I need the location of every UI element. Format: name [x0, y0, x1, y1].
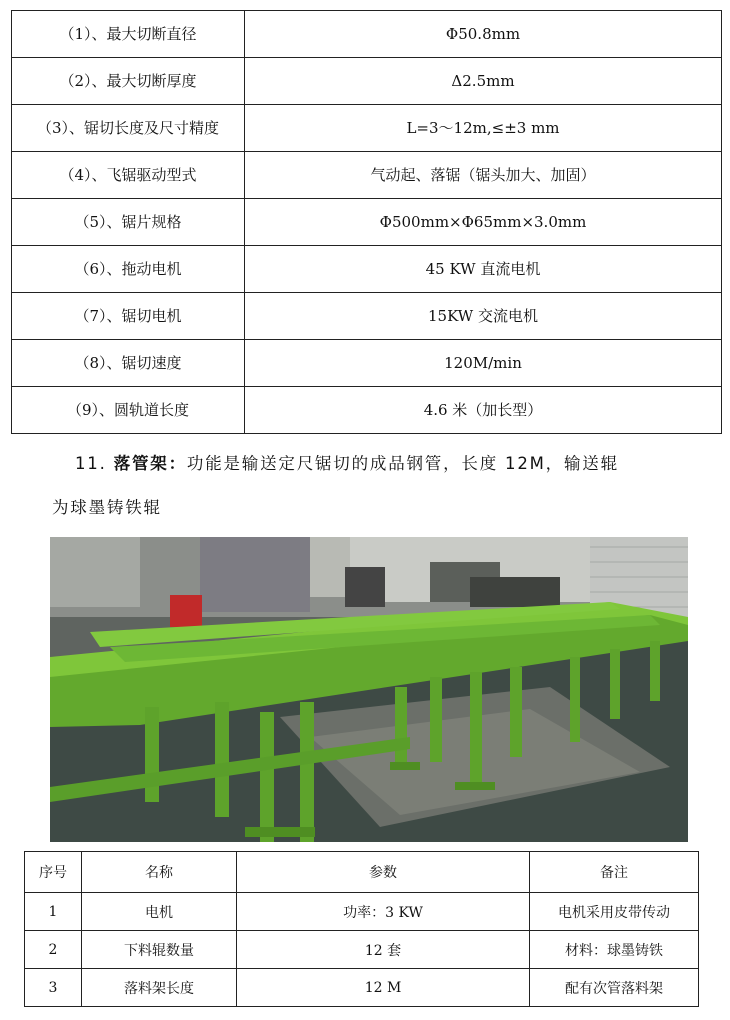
table-cell: 2 [25, 931, 82, 969]
section-title: 落管架： [113, 454, 187, 473]
table-cell: 电机采用皮带传动 [530, 893, 699, 931]
table-cell: 12 M [237, 969, 530, 1007]
section-text-line2: 为球墨铸铁辊 [52, 498, 162, 517]
table-cell: 落料架长度 [82, 969, 237, 1007]
table-row [12, 340, 722, 387]
spec-value: 15KW 交流电机 [245, 293, 722, 340]
spec-item: （6）、拖动电机 [12, 246, 245, 293]
table-header-row [25, 852, 699, 893]
table-cell: 电机 [82, 893, 237, 931]
spec-value: 气动起、落锯（锯头加大、加固） [245, 152, 722, 199]
spec-value: L=3～12m,≤±3 mm [245, 105, 722, 152]
spec-item: （5）、锯片规格 [12, 199, 245, 246]
spec-table [11, 10, 722, 434]
table-cell: 功率：3 KW [237, 893, 530, 931]
table-cell: 3 [25, 969, 82, 1007]
table-row [25, 969, 699, 1007]
table-cell: 材料：球墨铸铁 [530, 931, 699, 969]
table-row [12, 199, 722, 246]
table-row [12, 105, 722, 152]
table-cell: 配有次管落料架 [530, 969, 699, 1007]
column-header: 名称 [82, 852, 237, 893]
table-row [12, 11, 722, 58]
column-header: 备注 [530, 852, 699, 893]
pipe-rack-photo [50, 537, 688, 842]
table-row [12, 293, 722, 340]
parameter-table [24, 851, 699, 1007]
column-header: 序号 [25, 852, 82, 893]
spec-value: Φ50.8mm [245, 11, 722, 58]
table-row [12, 246, 722, 293]
section-text-line1: 功能是输送定尺锯切的成品钢管，长度 12M，输送辊 [186, 454, 619, 473]
spec-value: 4.6 米（加长型） [245, 387, 722, 434]
spec-item: （2）、最大切断厚度 [12, 58, 245, 105]
table-row [12, 152, 722, 199]
section-heading [75, 450, 619, 474]
spec-item: （7）、锯切电机 [12, 293, 245, 340]
spec-value: Φ500mm×Φ65mm×3.0mm [245, 199, 722, 246]
spec-value: Δ2.5mm [245, 58, 722, 105]
table-cell: 下料辊数量 [82, 931, 237, 969]
table-row [25, 931, 699, 969]
spec-value: 45 KW 直流电机 [245, 246, 722, 293]
spec-item: （1）、最大切断直径 [12, 11, 245, 58]
table-cell: 12 套 [237, 931, 530, 969]
table-row [25, 893, 699, 931]
table-row [12, 58, 722, 105]
spec-item: （8）、锯切速度 [12, 340, 245, 387]
spec-item: （4）、飞锯驱动型式 [12, 152, 245, 199]
section-number: 11. [75, 454, 107, 473]
column-header: 参数 [237, 852, 530, 893]
spec-item: （3）、锯切长度及尺寸精度 [12, 105, 245, 152]
spec-item: （9）、圆轨道长度 [12, 387, 245, 434]
table-row [12, 387, 722, 434]
spec-value: 120M/min [245, 340, 722, 387]
table-cell: 1 [25, 893, 82, 931]
